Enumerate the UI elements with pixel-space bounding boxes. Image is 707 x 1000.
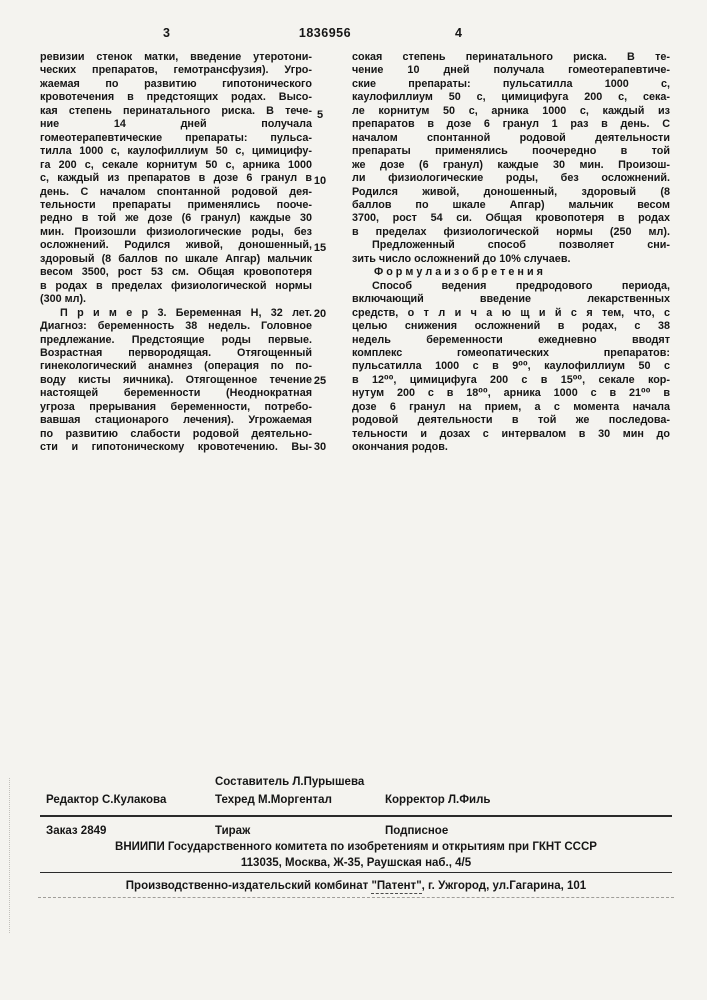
text-line: родовой деятельности в той же последова-: [352, 414, 670, 427]
text-line: осложнений. Родился живой, доношенный,: [40, 239, 312, 252]
text-line: же дозе (6 гранул) каждые 30 мин. Произош-: [352, 158, 670, 171]
text-line: воду кисты яичника). Отягощенное течение: [40, 373, 312, 386]
text-line: ческих препаратов, гемотрансфузия). Угро-: [40, 64, 312, 77]
corrector-credit: Корректор Л.Филь: [385, 794, 491, 806]
footer-divider-bottom: [40, 872, 672, 873]
text-line: препараты применялись поочередно в той: [352, 145, 670, 158]
text-line: мин. Произошли физиологические роды, без: [40, 225, 312, 238]
left-page-number: 3: [163, 26, 170, 40]
subscription-label: Подписное: [385, 825, 449, 837]
gutter-line-numbers: [306, 0, 334, 520]
text-line: тилла 1000 с, каулофиллиум 50 с, цимицифу-: [40, 145, 312, 158]
gutter-line-number: 5: [316, 109, 324, 121]
text-line: средств, о т л и ч а ю щ и й с я тем, что, с: [352, 306, 670, 319]
gutter-line-number: 15: [313, 241, 327, 254]
text-line: зить число осложнений до 10% случаев.: [352, 252, 571, 265]
text-line: 3700, рост 54 си. Общая кровопотеря в родах: [352, 212, 670, 225]
text-line: Способ ведения предродового периода,: [372, 279, 670, 292]
text-line: Возрастная первородящая. Отягощенный: [40, 346, 312, 359]
gutter-line-number: 10: [313, 175, 327, 188]
text-line: каулофиллиум 50 с, цимицифуга 200 с, сека-: [352, 91, 670, 104]
text-line: весом 3500, рост 53 см. Общая кровопотеря: [40, 266, 312, 279]
patent-number: 1836956: [298, 26, 352, 40]
text-line: тельности препараты применялись пооче-: [40, 198, 312, 211]
text-line: угроза прерывания беременности, потребо-: [40, 400, 312, 413]
page-header: [0, 26, 707, 42]
printing-plant-text: Производственно-издательский комбинат: [125, 880, 372, 892]
print-run-label: Тираж: [215, 825, 251, 837]
text-line: кая степень перинатального риска. В тече-: [40, 104, 312, 117]
right-text-column: [352, 51, 670, 455]
scan-artifact-dashed-rule: [38, 897, 674, 898]
text-line: баллов по шкале Апгар) мальчик весом: [352, 198, 670, 211]
text-line: Диагноз: беременность 38 недель. Головное: [40, 320, 312, 333]
publishing-organization: ВНИИПИ Государственного комитета по изобретениям и открытиям при ГКНТ СССР: [115, 841, 597, 853]
text-line: пульсатилла 1000 с в 9⁰⁰, каулофиллиум 50 с: [352, 360, 670, 373]
left-text-column: [40, 51, 312, 455]
printing-plant-name: "Патент": [371, 880, 422, 892]
text-line: окончания родов.: [352, 441, 448, 454]
text-line: в родах в пределах физиологической нормы: [40, 279, 312, 292]
text-line: ревизии стенок матки, введение утеротони-: [40, 51, 312, 63]
text-line: ли физиологические роды, без осложнений.: [352, 172, 670, 185]
text-line: га 200 с, секале корнитум 50 с, арника 1000: [40, 158, 312, 171]
publisher-address: 113035, Москва, Ж-35, Раушская наб., 4/5: [240, 857, 472, 869]
text-line: началом спонтанной родовой деятельности: [352, 131, 670, 144]
text-line: комплекс гомеопатических препаратов:: [352, 346, 670, 359]
text-line: препаратов в дозе 6 гранул 1 раз в день. С: [352, 118, 670, 131]
right-page-number: 4: [455, 26, 462, 40]
text-line: здоровый (8 баллов по шкале Апгар) мальчик: [40, 252, 312, 265]
gutter-line-number: 20: [313, 308, 327, 321]
text-line: с, каждый из препаратов в дозе 6 гранул в: [40, 172, 312, 185]
footer-divider-top: [40, 815, 672, 817]
text-line: вавшая стационарого лечения). Угрожаемая: [40, 414, 312, 427]
text-line: целью снижения осложнений в родах, с 38: [352, 320, 670, 333]
printing-plant-location: , г. Ужгород, ул.Гагарина, 101: [421, 880, 587, 892]
text-line: тельности и дозах с интервалом в 30 мин до: [352, 427, 670, 440]
text-line: нутум 200 с в 18⁰⁰, арника 1000 с в 21⁰⁰ в: [352, 387, 670, 400]
text-line: Предложенный способ позволяет сни-: [372, 239, 670, 252]
text-line: включающий введение лекарственных: [352, 293, 670, 306]
text-line: настоящей беременности (Неоднократная: [40, 387, 312, 400]
text-line: Родился живой, доношенный, здоровый (8: [352, 185, 670, 198]
text-line: дозе 6 гранул на прием, а с момента начала: [352, 400, 670, 413]
text-line: день. С началом спонтанной родовой дея-: [40, 185, 312, 198]
text-line: сокая степень перинатального риска. В те-: [352, 51, 670, 63]
text-line: чение 10 дней получала гомеотерапевтиче-: [352, 64, 670, 77]
text-line: в 12⁰⁰, цимицифуга 200 с в 15⁰⁰, секале кор-: [352, 373, 670, 386]
text-line: гомеотерапевтические препараты: пульса-: [40, 131, 312, 144]
text-line: ле корнитум 50 с, арника 1000 с, каждый из: [352, 104, 670, 117]
scan-artifact-dotted-margin: [9, 778, 10, 933]
gutter-line-number: 30: [313, 441, 327, 453]
text-line: ние 14 дней получала: [40, 118, 312, 131]
text-line: (300 мл).: [40, 293, 87, 306]
text-line: по развитию слабости родовой деятельно-: [40, 427, 312, 440]
text-line: Ф о р м у л а и з о б р е т е н и я: [374, 266, 543, 279]
printing-plant-line: [40, 880, 672, 892]
text-line: П р и м е р 3. Беременная Н, 32 лет.: [60, 306, 312, 319]
text-line: кровотечения в предстоящих родах. Высо-: [40, 91, 312, 104]
text-line: ские препараты: пульсатилла 1000 с,: [352, 77, 670, 90]
compiler-credit: Составитель Л.Пурышева: [215, 776, 365, 788]
text-line: недель беременности ежедневно вводят: [352, 333, 670, 346]
text-line: жаемая по развитию гипотонического: [40, 77, 312, 90]
text-line: в пределах физиологической нормы (250 мл).: [352, 225, 670, 238]
text-line: сти и гипотоническому кровотечению. Вы-: [40, 441, 312, 454]
techred-credit: Техред М.Моргентал: [215, 794, 332, 806]
gutter-line-number: 25: [313, 374, 327, 387]
text-line: предлежание. Предстоящие роды первые.: [40, 333, 312, 346]
order-number: Заказ 2849: [46, 825, 107, 837]
text-line: редно в той же дозе (6 гранул) каждые 30: [40, 212, 312, 225]
text-line: гинекологический анамнез (операция по по-: [40, 360, 312, 373]
editor-credit: Редактор С.Кулакова: [46, 794, 167, 806]
